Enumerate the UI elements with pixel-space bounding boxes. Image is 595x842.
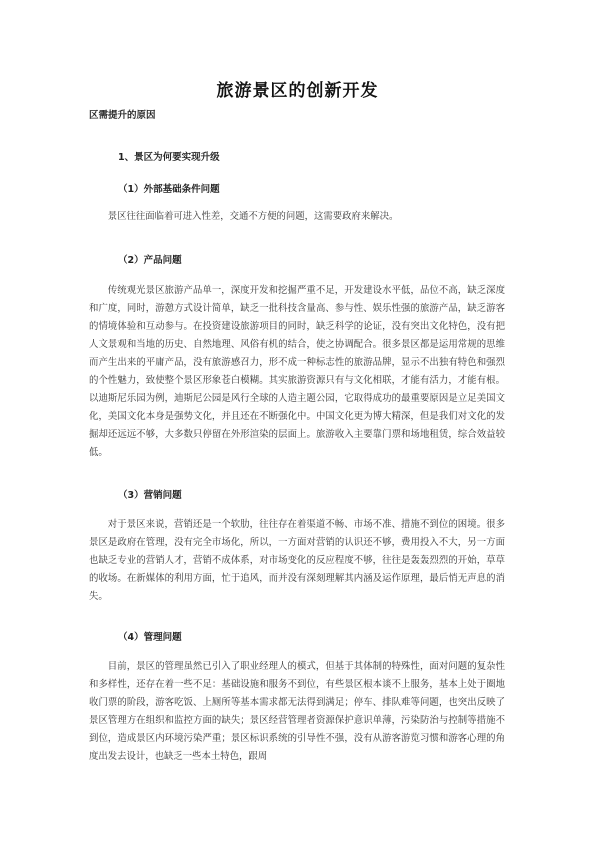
item-heading-external-conditions: （1）外部基础条件问题 [118,184,220,195]
item-heading-product: （2）产品问题 [118,255,182,266]
paragraph-marketing: 对于景区来说，营销还是一个软肋，往往存在着渠道不畅、市场不准、措施不到位的困境。很多景区是政府在管理，没有完全市场化，所以，一方面对营销的认识还不够，费用投入不大，另一方面也缺乏专业的营销人才，营销不成体系，对市场变化的反应程度不够，往往是轰轰烈烈的开始，草草的收场。在新媒体的利用方面，忙于追风，而并没有深刻理解其内涵及运作原理，最后悄无声息的消失。 [89,519,505,602]
document-title: 旅游景区的创新开发 [216,81,379,101]
section-heading: 区需提升的原因 [89,110,156,121]
paragraph-external-conditions: 景区往往面临着可进入性差，交通不方便的问题，这需要政府来解决。 [107,211,399,222]
paragraph-product: 传统观光景区旅游产品单一，深度开发和挖掘严重不足，开发建设水平低，品位不高，缺乏深度和广度，同时，游憩方式设计简单，缺乏一批科技含量高、参与性、娱乐性强的旅游产品，缺乏游客的情境体验和互动参与。在投资建设旅游项目的同时，缺乏科学的论证，没有突出文化特色，没有把人文景观和当地的历史、自然地理、风俗有机的结合，使之协调配合。很多景区都是运用常规的思维而产生出来的平庸产品，没有旅游感召力，形不成一种标志性的旅游品牌，显示不出独有特色和强烈的个性魅力，致使整个景区形象苍白模糊。其实旅游资源只有与文化相联，才能有活力，才能有根。以迪斯尼乐园为例，迪斯尼公园是风行全球的人造主题公园，它取得成功的最重要原因是立足美国文化，美国文化本身是强势文化，并且还在不断强化中。中国文化更为博大精深，但是我们对文化的发掘却还远远不够，大多数只停留在外形渲染的层面上。旅游收入主要靠门票和场地租赁，综合效益较低。 [89,285,505,458]
item-heading-marketing: （3）营销问题 [118,490,182,501]
sub-heading: 1、景区为何要实现升级 [118,152,220,163]
item-heading-management: （4）管理问题 [118,632,182,643]
paragraph-management: 目前，景区的管理虽然已引入了职业经理人的模式，但基于其体制的特殊性，面对问题的复杂性和多样性，还存在着一些不足：基础设施和服务不到位，有些景区根本谈不上服务，基本上处于圈地收门票的阶段，游客吃饭、上厕所等基本需求都无法得到满足；停车、排队难等问题，也突出反映了景区管理方在组织和监控方面的缺失；景区经营管理者资源保护意识单薄，污染防治与控制等措施不到位，造成景区内环境污染严重；景区标识系统的引导性不强，没有从游客游览习惯和游客心理的角度出发去设计，也缺乏一些本土特色，跟周 [89,661,505,762]
